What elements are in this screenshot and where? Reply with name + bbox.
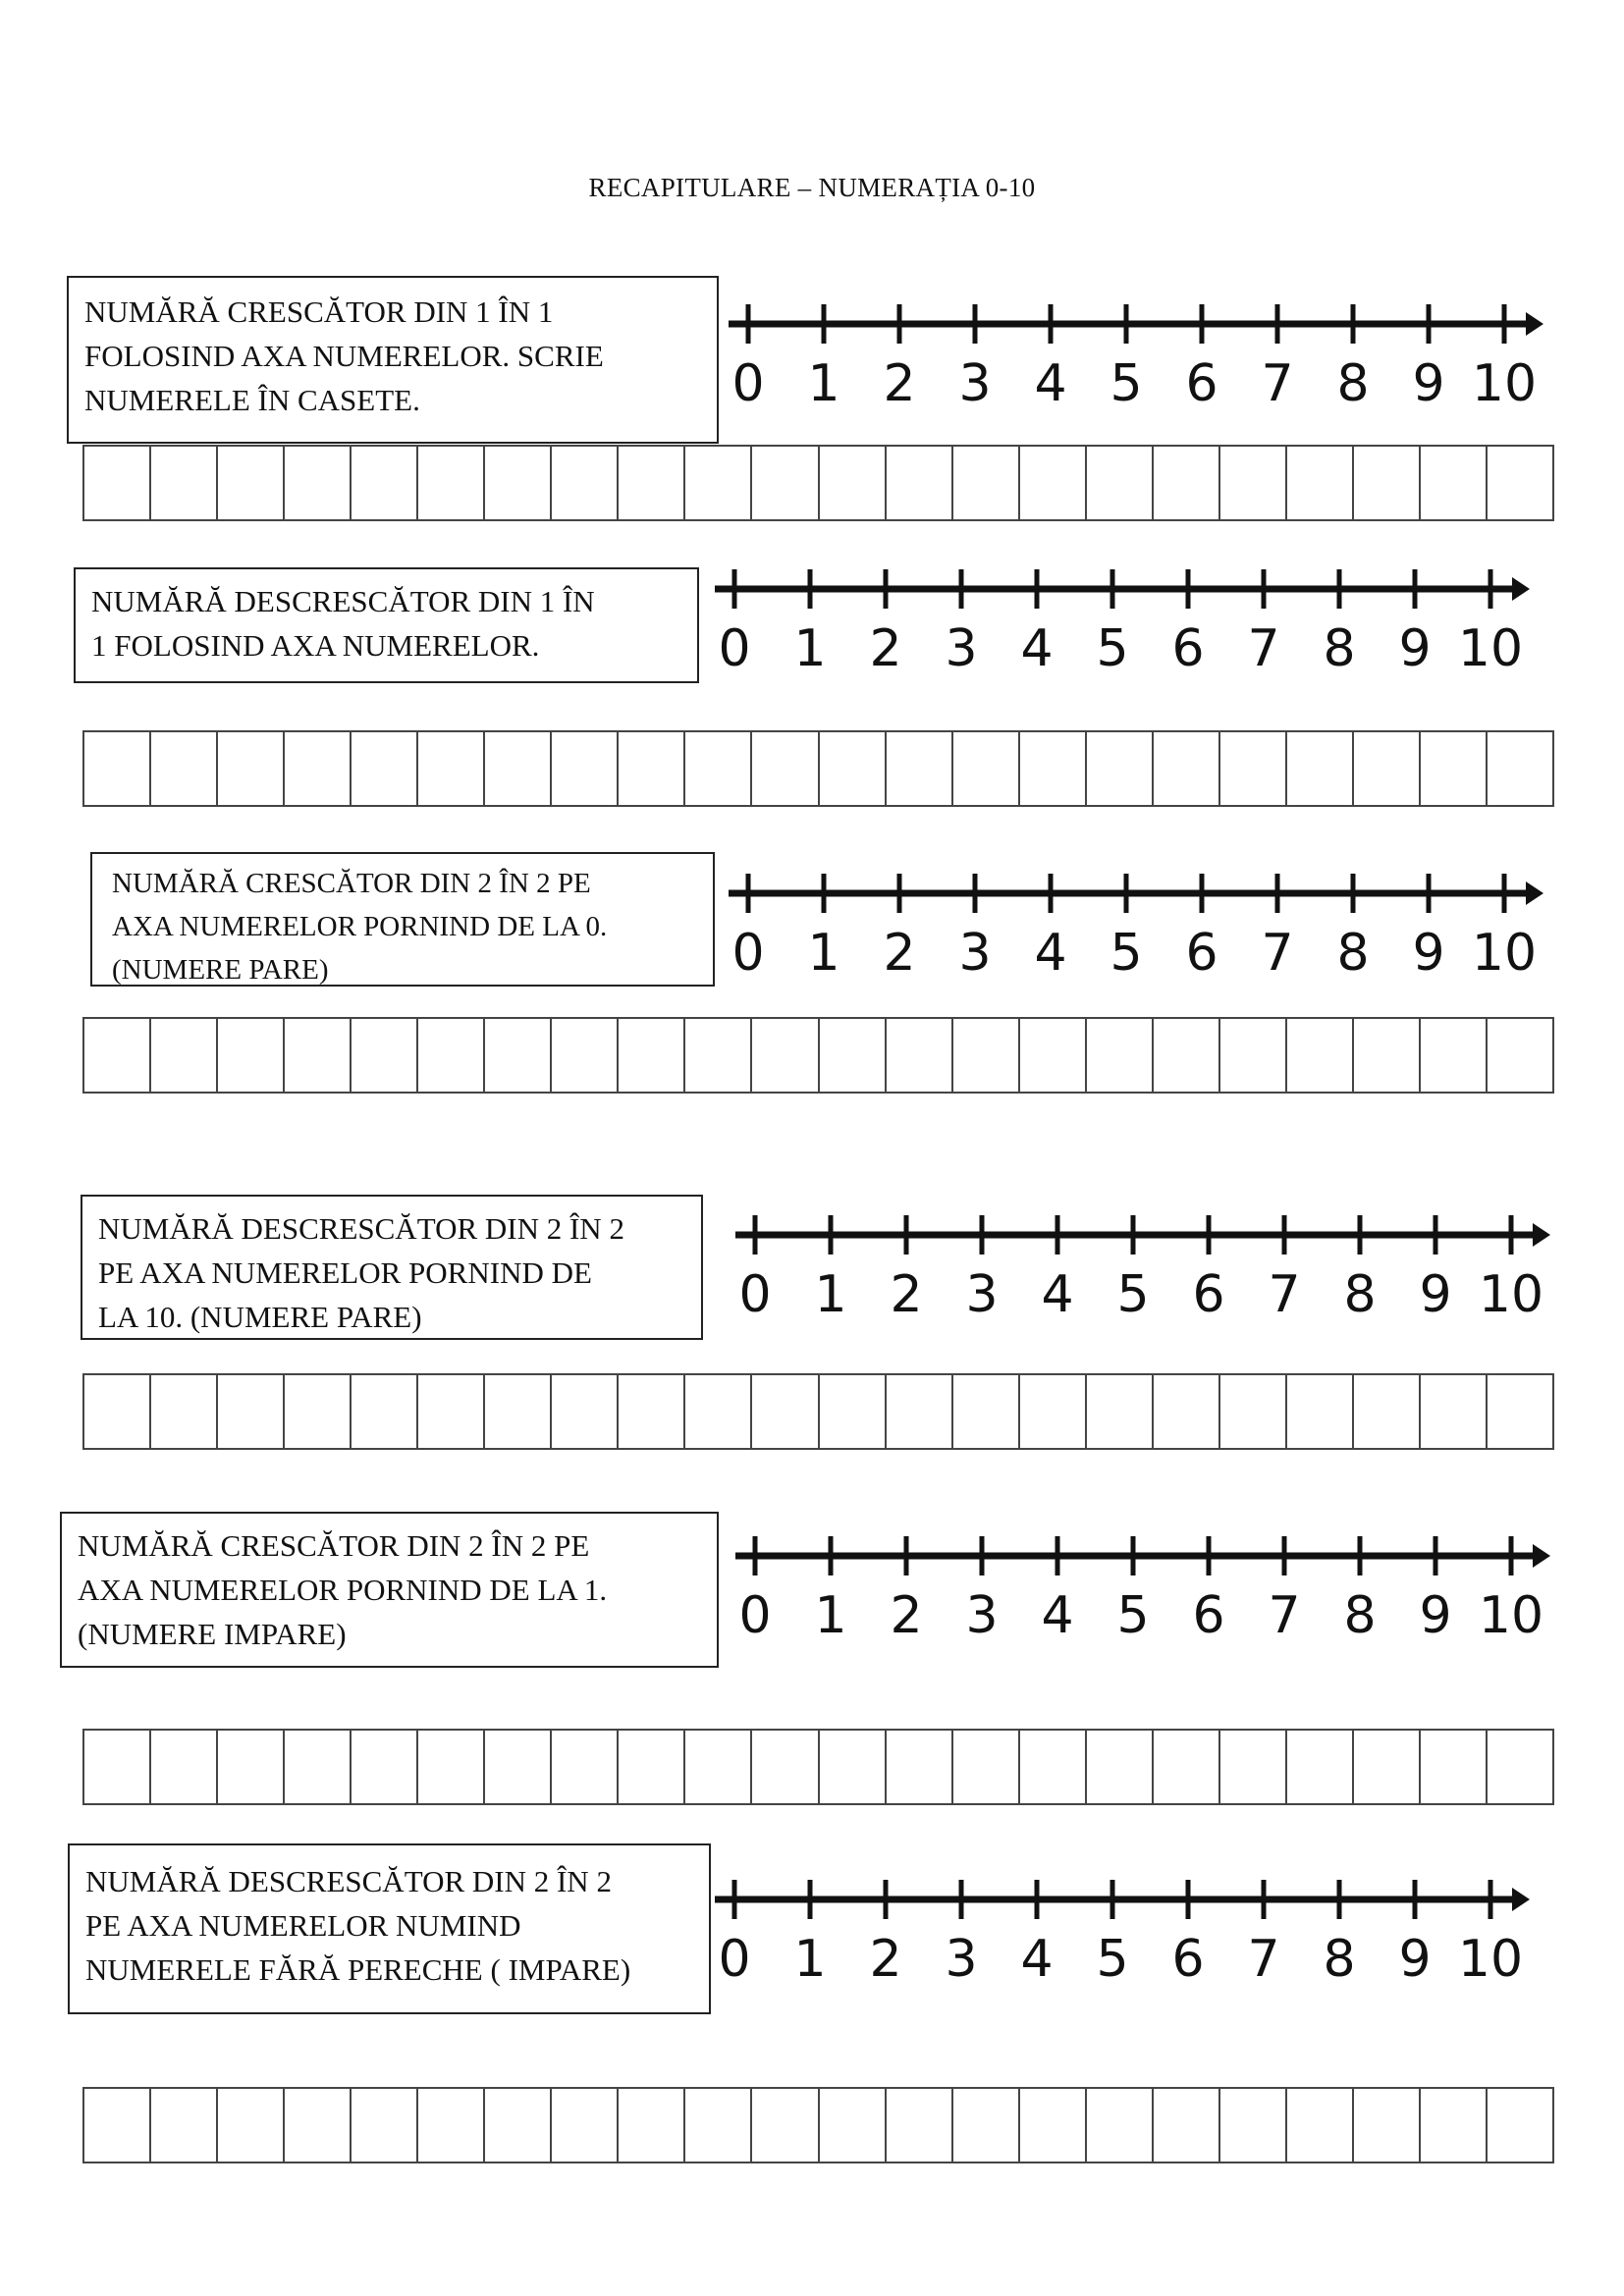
answer-cell[interactable]: [1354, 2089, 1421, 2162]
answer-cell[interactable]: [1087, 1731, 1154, 1803]
answer-cell[interactable]: [218, 732, 285, 805]
answer-cell[interactable]: [218, 2089, 285, 2162]
number-line-label: 3: [958, 924, 992, 983]
answer-cell[interactable]: [84, 1019, 151, 1092]
answer-cell[interactable]: [1220, 1375, 1287, 1448]
answer-cell[interactable]: [352, 1731, 418, 1803]
number-line-label: 1: [793, 1930, 827, 1989]
answer-cell[interactable]: [619, 2089, 685, 2162]
number-line-2: [711, 550, 1545, 677]
answer-cell[interactable]: [485, 1019, 552, 1092]
answer-cell[interactable]: [953, 732, 1020, 805]
answer-cell[interactable]: [1287, 1375, 1354, 1448]
number-line-label: 7: [1268, 1265, 1301, 1324]
number-line-label: 2: [890, 1265, 923, 1324]
instruction-box-5: NUMĂRĂ CRESCĂTOR DIN 2 ÎN 2 PE AXA NUMERELOR PORNIND DE LA 1. (NUMERE IMPARE): [60, 1512, 719, 1668]
answer-cell[interactable]: [151, 1731, 218, 1803]
instruction-box-6: NUMĂRĂ DESCRESCĂTOR DIN 2 ÎN 2 PE AXA NUMERELOR NUMIND NUMERELE FĂRĂ PERECHE ( IMPARE): [68, 1843, 711, 2014]
number-line-label: 6: [1185, 924, 1218, 983]
number-line-label: 2: [890, 1586, 923, 1645]
number-line-label: 7: [1247, 1930, 1280, 1989]
answer-cell[interactable]: [1354, 447, 1421, 519]
page-title: RECAPITULARE – NUMERAȚIA 0-10: [588, 173, 1036, 202]
number-line-label: 2: [883, 924, 916, 983]
number-line-label: 8: [1336, 354, 1370, 413]
answer-cell[interactable]: [1488, 1375, 1552, 1448]
number-line-label: 5: [1110, 924, 1143, 983]
number-line-label: 8: [1323, 619, 1356, 678]
answer-cell[interactable]: [352, 1375, 418, 1448]
answer-cell[interactable]: [887, 1375, 953, 1448]
answer-cell[interactable]: [218, 1019, 285, 1092]
answer-cell[interactable]: [151, 1019, 218, 1092]
number-line-label: 0: [738, 1265, 772, 1324]
number-line-label: 0: [718, 1930, 751, 1989]
answer-cell[interactable]: [1488, 732, 1552, 805]
answer-cell[interactable]: [151, 447, 218, 519]
number-line-label: 4: [1041, 1265, 1074, 1324]
number-line-label: 3: [945, 619, 978, 678]
number-line-3: [725, 854, 1559, 982]
answer-cell[interactable]: [485, 447, 552, 519]
answer-cell[interactable]: [1287, 1731, 1354, 1803]
number-line-1: [725, 285, 1559, 412]
answer-cell[interactable]: [820, 1731, 887, 1803]
number-line-4: [731, 1196, 1566, 1323]
answer-cell[interactable]: [1220, 1019, 1287, 1092]
answer-cell[interactable]: [1421, 1375, 1488, 1448]
answer-cell[interactable]: [887, 1019, 953, 1092]
number-line-label: 0: [731, 354, 765, 413]
number-line-label: 6: [1171, 619, 1205, 678]
answer-cell[interactable]: [619, 732, 685, 805]
answer-cell[interactable]: [485, 732, 552, 805]
arrow-right-icon: [1526, 312, 1543, 336]
answer-cell[interactable]: [1087, 2089, 1154, 2162]
number-line-label: 6: [1185, 354, 1218, 413]
answer-cell[interactable]: [552, 1019, 619, 1092]
number-line-label: 6: [1171, 1930, 1205, 1989]
answer-cell[interactable]: [619, 1019, 685, 1092]
answer-cell[interactable]: [352, 732, 418, 805]
answer-cell[interactable]: [84, 732, 151, 805]
number-line-label: 8: [1343, 1586, 1377, 1645]
number-line-label: 9: [1419, 1586, 1452, 1645]
number-line-label: 1: [807, 924, 840, 983]
answer-cell[interactable]: [418, 1375, 485, 1448]
number-line-label: 7: [1261, 924, 1294, 983]
answer-cell[interactable]: [1020, 447, 1087, 519]
number-line-label: 10: [1478, 1265, 1544, 1324]
answer-cell[interactable]: [1287, 447, 1354, 519]
answer-cell[interactable]: [485, 2089, 552, 2162]
answer-cell[interactable]: [953, 447, 1020, 519]
number-line-label: 10: [1478, 1586, 1544, 1645]
answer-cell[interactable]: [1287, 2089, 1354, 2162]
answer-cell[interactable]: [619, 1375, 685, 1448]
answer-cell[interactable]: [1087, 732, 1154, 805]
answer-cell[interactable]: [1421, 1019, 1488, 1092]
number-line-label: 9: [1398, 619, 1432, 678]
number-line-label: 9: [1419, 1265, 1452, 1324]
number-line-label: 10: [1471, 924, 1538, 983]
number-line-label: 10: [1457, 1930, 1524, 1989]
number-line-label: 1: [793, 619, 827, 678]
answer-grid-5: [82, 1729, 1554, 1805]
answer-cell[interactable]: [285, 732, 352, 805]
answer-cell[interactable]: [352, 1019, 418, 1092]
answer-cell[interactable]: [552, 1731, 619, 1803]
number-line-label: 9: [1412, 924, 1445, 983]
number-line-label: 5: [1110, 354, 1143, 413]
number-line-label: 9: [1398, 1930, 1432, 1989]
number-line-label: 3: [965, 1265, 999, 1324]
answer-cell[interactable]: [84, 2089, 151, 2162]
answer-cell[interactable]: [1087, 447, 1154, 519]
instruction-box-1: NUMĂRĂ CRESCĂTOR DIN 1 ÎN 1 FOLOSIND AXA NUMERELOR. SCRIE NUMERELE ÎN CASETE.: [67, 276, 719, 444]
answer-cell[interactable]: [1488, 1731, 1552, 1803]
number-line-label: 0: [738, 1586, 772, 1645]
number-line-label: 3: [965, 1586, 999, 1645]
answer-cell[interactable]: [1020, 1731, 1087, 1803]
instruction-box-3: NUMĂRĂ CRESCĂTOR DIN 2 ÎN 2 PE AXA NUMERELOR PORNIND DE LA 0. (NUMERE PARE): [90, 852, 715, 987]
answer-cell[interactable]: [685, 1019, 752, 1092]
number-line-label: 4: [1034, 354, 1067, 413]
answer-cell[interactable]: [218, 1731, 285, 1803]
number-line-label: 6: [1192, 1265, 1225, 1324]
number-line-label: 2: [869, 619, 902, 678]
number-line-label: 5: [1116, 1586, 1150, 1645]
answer-cell[interactable]: [1421, 447, 1488, 519]
answer-cell[interactable]: [418, 732, 485, 805]
answer-cell[interactable]: [552, 1375, 619, 1448]
answer-cell[interactable]: [84, 1375, 151, 1448]
answer-cell[interactable]: [685, 447, 752, 519]
answer-cell[interactable]: [820, 447, 887, 519]
answer-cell[interactable]: [752, 1375, 819, 1448]
answer-cell[interactable]: [752, 1731, 819, 1803]
answer-cell[interactable]: [820, 1019, 887, 1092]
answer-cell[interactable]: [953, 1375, 1020, 1448]
number-line-label: 4: [1034, 924, 1067, 983]
answer-cell[interactable]: [1220, 2089, 1287, 2162]
answer-cell[interactable]: [619, 447, 685, 519]
answer-cell[interactable]: [1287, 1019, 1354, 1092]
number-line-label: 10: [1471, 354, 1538, 413]
answer-grid-1: [82, 445, 1554, 521]
arrow-right-icon: [1512, 577, 1530, 601]
answer-cell[interactable]: [1154, 732, 1220, 805]
answer-cell[interactable]: [352, 447, 418, 519]
number-line-label: 1: [814, 1265, 847, 1324]
answer-cell[interactable]: [887, 2089, 953, 2162]
answer-cell[interactable]: [1421, 2089, 1488, 2162]
answer-cell[interactable]: [1154, 1019, 1220, 1092]
number-line-label: 10: [1457, 619, 1524, 678]
answer-cell[interactable]: [752, 1019, 819, 1092]
number-line-label: 4: [1041, 1586, 1074, 1645]
answer-cell[interactable]: [1354, 1019, 1421, 1092]
answer-cell[interactable]: [1220, 1731, 1287, 1803]
answer-cell[interactable]: [685, 732, 752, 805]
answer-cell[interactable]: [1154, 1731, 1220, 1803]
answer-cell[interactable]: [485, 1375, 552, 1448]
answer-cell[interactable]: [1488, 447, 1552, 519]
answer-cell[interactable]: [887, 447, 953, 519]
answer-cell[interactable]: [685, 1731, 752, 1803]
answer-cell[interactable]: [1020, 2089, 1087, 2162]
answer-cell[interactable]: [218, 447, 285, 519]
arrow-right-icon: [1533, 1544, 1550, 1568]
number-line-label: 8: [1336, 924, 1370, 983]
answer-cell[interactable]: [552, 447, 619, 519]
answer-cell[interactable]: [887, 732, 953, 805]
answer-cell[interactable]: [752, 2089, 819, 2162]
answer-cell[interactable]: [887, 1731, 953, 1803]
number-line-label: 1: [814, 1586, 847, 1645]
answer-cell[interactable]: [820, 1375, 887, 1448]
answer-cell[interactable]: [552, 732, 619, 805]
answer-cell[interactable]: [352, 2089, 418, 2162]
answer-cell[interactable]: [1020, 1019, 1087, 1092]
answer-cell[interactable]: [1154, 1375, 1220, 1448]
answer-cell[interactable]: [285, 1375, 352, 1448]
answer-cell[interactable]: [685, 2089, 752, 2162]
number-line-label: 7: [1268, 1586, 1301, 1645]
number-line-label: 5: [1096, 619, 1129, 678]
answer-cell[interactable]: [1087, 1019, 1154, 1092]
instruction-box-2: NUMĂRĂ DESCRESCĂTOR DIN 1 ÎN 1 FOLOSIND AXA NUMERELOR.: [74, 567, 699, 683]
answer-cell[interactable]: [1354, 1731, 1421, 1803]
answer-cell[interactable]: [953, 2089, 1020, 2162]
answer-cell[interactable]: [1154, 447, 1220, 519]
arrow-right-icon: [1512, 1888, 1530, 1911]
number-line-label: 5: [1116, 1265, 1150, 1324]
number-line-label: 2: [869, 1930, 902, 1989]
answer-cell[interactable]: [752, 732, 819, 805]
answer-cell[interactable]: [151, 2089, 218, 2162]
answer-cell[interactable]: [485, 1731, 552, 1803]
answer-grid-3: [82, 1017, 1554, 1094]
answer-cell[interactable]: [285, 447, 352, 519]
number-line-label: 6: [1192, 1586, 1225, 1645]
answer-grid-6: [82, 2087, 1554, 2163]
arrow-right-icon: [1526, 881, 1543, 905]
answer-cell[interactable]: [1020, 732, 1087, 805]
answer-cell[interactable]: [418, 1019, 485, 1092]
answer-cell[interactable]: [953, 1731, 1020, 1803]
answer-cell[interactable]: [1488, 2089, 1552, 2162]
answer-cell[interactable]: [151, 732, 218, 805]
answer-cell[interactable]: [1421, 732, 1488, 805]
number-line-label: 3: [945, 1930, 978, 1989]
number-line-label: 9: [1412, 354, 1445, 413]
answer-cell[interactable]: [1020, 1375, 1087, 1448]
answer-cell[interactable]: [218, 1375, 285, 1448]
number-line-label: 7: [1247, 619, 1280, 678]
answer-cell[interactable]: [1154, 2089, 1220, 2162]
answer-cell[interactable]: [1287, 732, 1354, 805]
answer-grid-2: [82, 730, 1554, 807]
answer-cell[interactable]: [1421, 1731, 1488, 1803]
answer-cell[interactable]: [1354, 732, 1421, 805]
number-line-label: 4: [1020, 1930, 1054, 1989]
answer-cell[interactable]: [285, 2089, 352, 2162]
answer-cell[interactable]: [418, 1731, 485, 1803]
number-line-label: 4: [1020, 619, 1054, 678]
answer-cell[interactable]: [1220, 447, 1287, 519]
answer-cell[interactable]: [418, 2089, 485, 2162]
number-line-label: 8: [1323, 1930, 1356, 1989]
number-line-5: [731, 1517, 1566, 1644]
answer-cell[interactable]: [752, 447, 819, 519]
answer-grid-4: [82, 1373, 1554, 1450]
number-line-label: 0: [718, 619, 751, 678]
answer-cell[interactable]: [285, 1731, 352, 1803]
answer-cell[interactable]: [619, 1731, 685, 1803]
answer-cell[interactable]: [84, 1731, 151, 1803]
arrow-right-icon: [1533, 1223, 1550, 1247]
answer-cell[interactable]: [1087, 1375, 1154, 1448]
number-line-label: 2: [883, 354, 916, 413]
answer-cell[interactable]: [1488, 1019, 1552, 1092]
number-line-6: [711, 1860, 1545, 1988]
number-line-label: 1: [807, 354, 840, 413]
answer-cell[interactable]: [151, 1375, 218, 1448]
answer-cell[interactable]: [84, 447, 151, 519]
number-line-label: 8: [1343, 1265, 1377, 1324]
answer-cell[interactable]: [953, 1019, 1020, 1092]
answer-cell[interactable]: [685, 1375, 752, 1448]
answer-cell[interactable]: [820, 2089, 887, 2162]
answer-cell[interactable]: [418, 447, 485, 519]
number-line-label: 5: [1096, 1930, 1129, 1989]
number-line-label: 7: [1261, 354, 1294, 413]
number-line-label: 0: [731, 924, 765, 983]
instruction-box-4: NUMĂRĂ DESCRESCĂTOR DIN 2 ÎN 2 PE AXA NUMERELOR PORNIND DE LA 10. (NUMERE PARE): [81, 1195, 703, 1340]
answer-cell[interactable]: [285, 1019, 352, 1092]
answer-cell[interactable]: [1354, 1375, 1421, 1448]
answer-cell[interactable]: [820, 732, 887, 805]
answer-cell[interactable]: [1220, 732, 1287, 805]
answer-cell[interactable]: [552, 2089, 619, 2162]
number-line-label: 3: [958, 354, 992, 413]
